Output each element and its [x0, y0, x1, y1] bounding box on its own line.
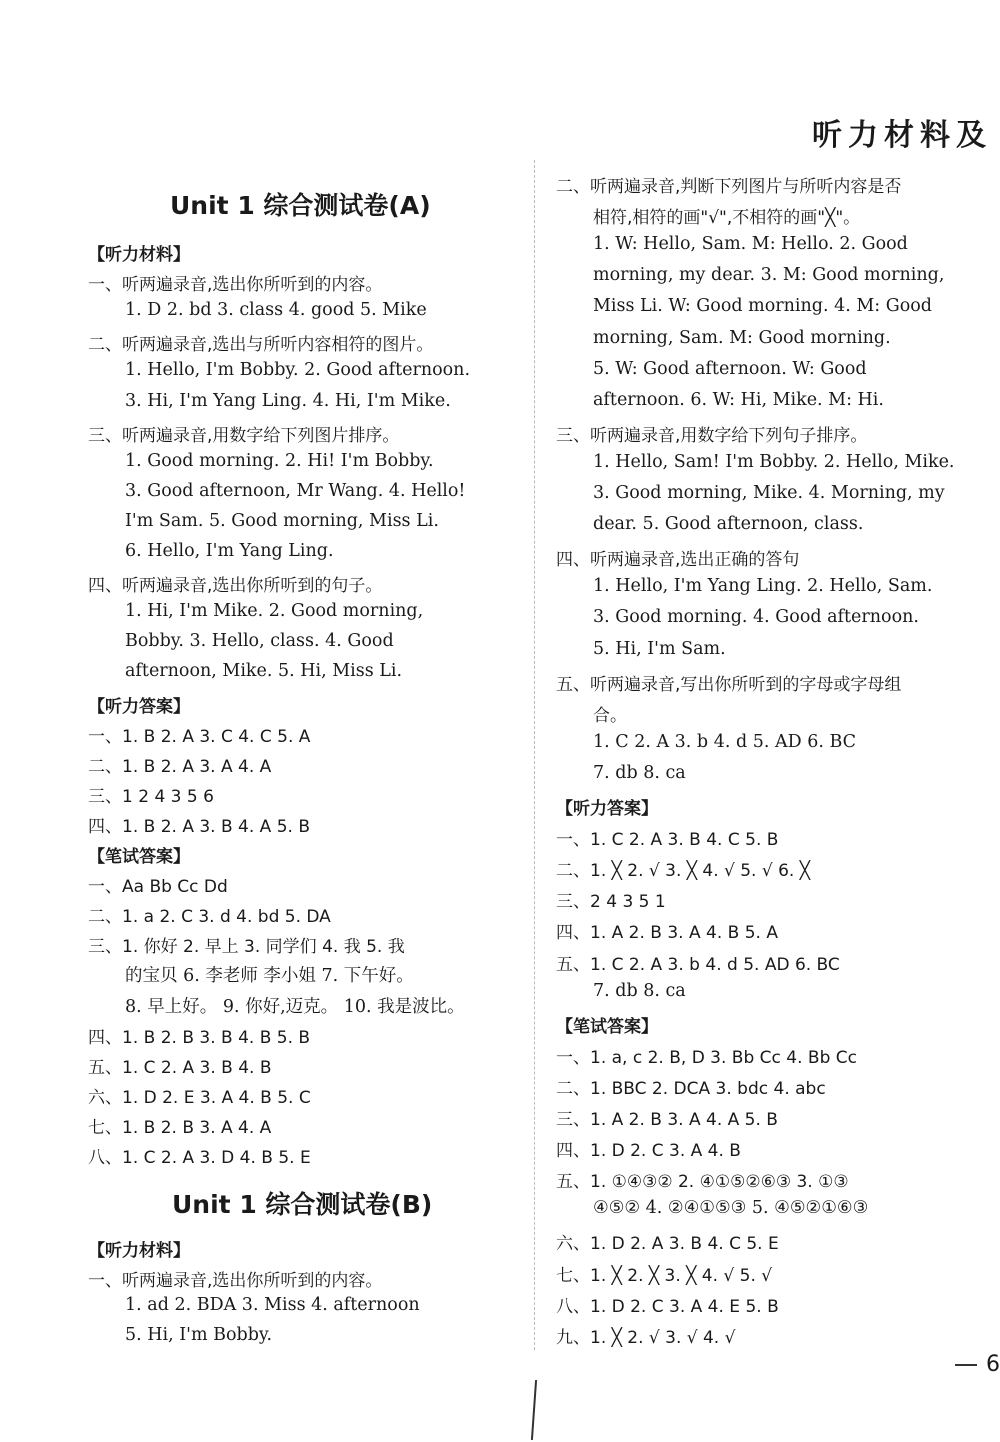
text-line: 1. Good morning. 2. Hi! I'm Bobby. [125, 450, 434, 471]
text-line: 三、1 2 4 3 5 6 [88, 786, 214, 807]
text-line: 7. db 8. ca [593, 980, 686, 1001]
text-line: 5. Hi, I'm Sam. [593, 638, 726, 659]
text-line: 7. db 8. ca [593, 762, 686, 783]
text-line: 二、1. BBC 2. DCA 3. bdc 4. abc [556, 1078, 826, 1099]
text-line: 一、Aa Bb Cc Dd [88, 877, 228, 898]
text-line: 二、1. B 2. A 3. A 4. A [88, 756, 272, 777]
text-line: 二、听两遍录音,选出与所听内容相符的图片。 [88, 335, 434, 356]
text-line: 一、听两遍录音,选出你所听到的内容。 [88, 1270, 383, 1291]
page-number: 6 [986, 1352, 1000, 1377]
text-line: 四、1. D 2. C 3. A 4. B [556, 1141, 741, 1162]
text-line: 九、1. ╳ 2. √ 3. √ 4. √ [556, 1327, 736, 1348]
text-line: 1. Hi, I'm Mike. 2. Good morning, [125, 601, 424, 622]
text-line: 八、1. D 2. C 3. A 4. E 5. B [556, 1296, 779, 1317]
text-line: 五、1. C 2. A 3. b 4. d 5. AD 6. BC [556, 954, 840, 975]
text-line: 三、1. 你好 2. 早上 3. 同学们 4. 我 5. 我 [88, 937, 405, 958]
text-line: 6. Hello, I'm Yang Ling. [125, 541, 334, 561]
text-line: 三、听两遍录音,用数字给下列图片排序。 [88, 425, 400, 446]
text-line: 四、听两遍录音,选出你所听到的句子。 [88, 576, 383, 597]
text-line: 5. Hi, I'm Bobby. [125, 1324, 273, 1345]
text-line: 四、1. B 2. B 3. B 4. B 5. B [88, 1027, 311, 1048]
text-line: 1. D 2. bd 3. class 4. good 5. Mike [125, 300, 427, 321]
text-line: morning, Sam. M: Good morning. [593, 327, 891, 348]
text-line: 一、听两遍录音,选出你所听到的内容。 [88, 275, 383, 296]
text-line: 二、听两遍录音,判断下列图片与所听内容是否 [556, 177, 902, 197]
text-line: 一、1. a, c 2. B, D 3. Bb Cc 4. Bb Cc [556, 1047, 857, 1068]
text-line: 一、1. B 2. A 3. C 4. C 5. A [88, 726, 311, 747]
text-line: 1. Hello, I'm Yang Ling. 2. Hello, Sam. [593, 576, 933, 597]
text-line: 1. C 2. A 3. b 4. d 5. AD 6. BC [593, 731, 857, 752]
text-line: 四、1. B 2. A 3. B 4. A 5. B [88, 816, 310, 837]
section-heading: 【听力材料】 [88, 1241, 190, 1261]
section-heading: 【笔试答案】 [556, 1016, 658, 1037]
text-line: 相符,相符的画"√",不相符的画"╳"。 [593, 208, 861, 229]
text-line: 五、1. ①④③② 2. ④①⑤②⑥③ 3. ①③ [556, 1172, 849, 1193]
text-line: 四、听两遍录音,选出正确的答句 [556, 550, 800, 571]
text-line: 二、1. a 2. C 3. d 4. bd 5. DA [88, 907, 331, 928]
section-heading: 【听力材料】 [88, 245, 190, 265]
text-line: Miss Li. W: Good morning. 4. M: Good [593, 296, 932, 317]
column-divider [534, 160, 536, 1350]
text-line: 3. Good morning, Mike. 4. Morning, my [593, 483, 945, 503]
text-line: 五、听两遍录音,写出你所听到的字母或字母组 [556, 674, 902, 695]
text-line: 三、2 4 3 5 1 [556, 892, 666, 913]
text-line: 3. Good morning. 4. Good afternoon. [593, 607, 919, 628]
text-line: ④⑤② 4. ②④①⑤③ 5. ④⑤②①⑥③ [593, 1198, 869, 1219]
page-number-dash [955, 1364, 977, 1366]
section-heading: 【笔试答案】 [88, 847, 190, 867]
section-heading: 【听力答案】 [88, 696, 190, 717]
text-line: 5. W: Good afternoon. W: Good [593, 358, 867, 379]
page-header: 听力材料及 [812, 118, 992, 153]
text-line: 的宝贝 6. 李老师 李小姐 7. 下午好。 [125, 966, 414, 987]
text-line: 1. Hello, I'm Bobby. 2. Good afternoon. [125, 360, 471, 381]
text-line: 五、1. C 2. A 3. B 4. B [88, 1057, 272, 1078]
text-line: 四、1. A 2. B 3. A 4. B 5. A [556, 923, 778, 944]
text-line: 八、1. C 2. A 3. D 4. B 5. E [88, 1148, 311, 1168]
text-line: 1. Hello, Sam! I'm Bobby. 2. Hello, Mike. [593, 451, 955, 472]
text-line: 1. ad 2. BDA 3. Miss 4. afternoon [125, 1295, 420, 1315]
text-line: 六、1. D 2. A 3. B 4. C 5. E [556, 1234, 779, 1255]
test-title-b: Unit 1 综合测试卷(B) [172, 1190, 433, 1219]
text-line: afternoon. 6. W: Hi, Mike. M: Hi. [593, 389, 884, 410]
text-line: 三、听两遍录音,用数字给下列句子排序。 [556, 425, 868, 446]
text-line: 1. W: Hello, Sam. M: Hello. 2. Good [593, 234, 908, 255]
text-line: dear. 5. Good afternoon, class. [593, 514, 864, 535]
text-line: morning, my dear. 3. M: Good morning, [593, 265, 945, 286]
text-line: 3. Hi, I'm Yang Ling. 4. Hi, I'm Mike. [125, 390, 451, 411]
text-line: 七、1. ╳ 2. ╳ 3. ╳ 4. √ 5. √ [556, 1265, 773, 1286]
text-line: 合。 [593, 705, 627, 726]
text-line: afternoon, Mike. 5. Hi, Miss Li. [125, 661, 403, 682]
text-line: 3. Good afternoon, Mr Wang. 4. Hello! [125, 480, 466, 501]
test-title-a: Unit 1 综合测试卷(A) [170, 191, 431, 220]
text-line: 七、1. B 2. B 3. A 4. A [88, 1117, 272, 1138]
text-line: Bobby. 3. Hello, class. 4. Good [125, 631, 394, 652]
text-line: 六、1. D 2. E 3. A 4. B 5. C [88, 1087, 311, 1108]
text-line: 8. 早上好。 9. 你好,迈克。 10. 我是波比。 [125, 996, 465, 1017]
section-heading: 【听力答案】 [556, 799, 658, 819]
text-line: I'm Sam. 5. Good morning, Miss Li. [125, 510, 439, 531]
text-line: 二、1. ╳ 2. √ 3. ╳ 4. √ 5. √ 6. ╳ [556, 861, 810, 882]
binding-mark [531, 1380, 537, 1440]
text-line: 一、1. C 2. A 3. B 4. C 5. B [556, 830, 779, 851]
text-line: 三、1. A 2. B 3. A 4. A 5. B [556, 1110, 778, 1130]
